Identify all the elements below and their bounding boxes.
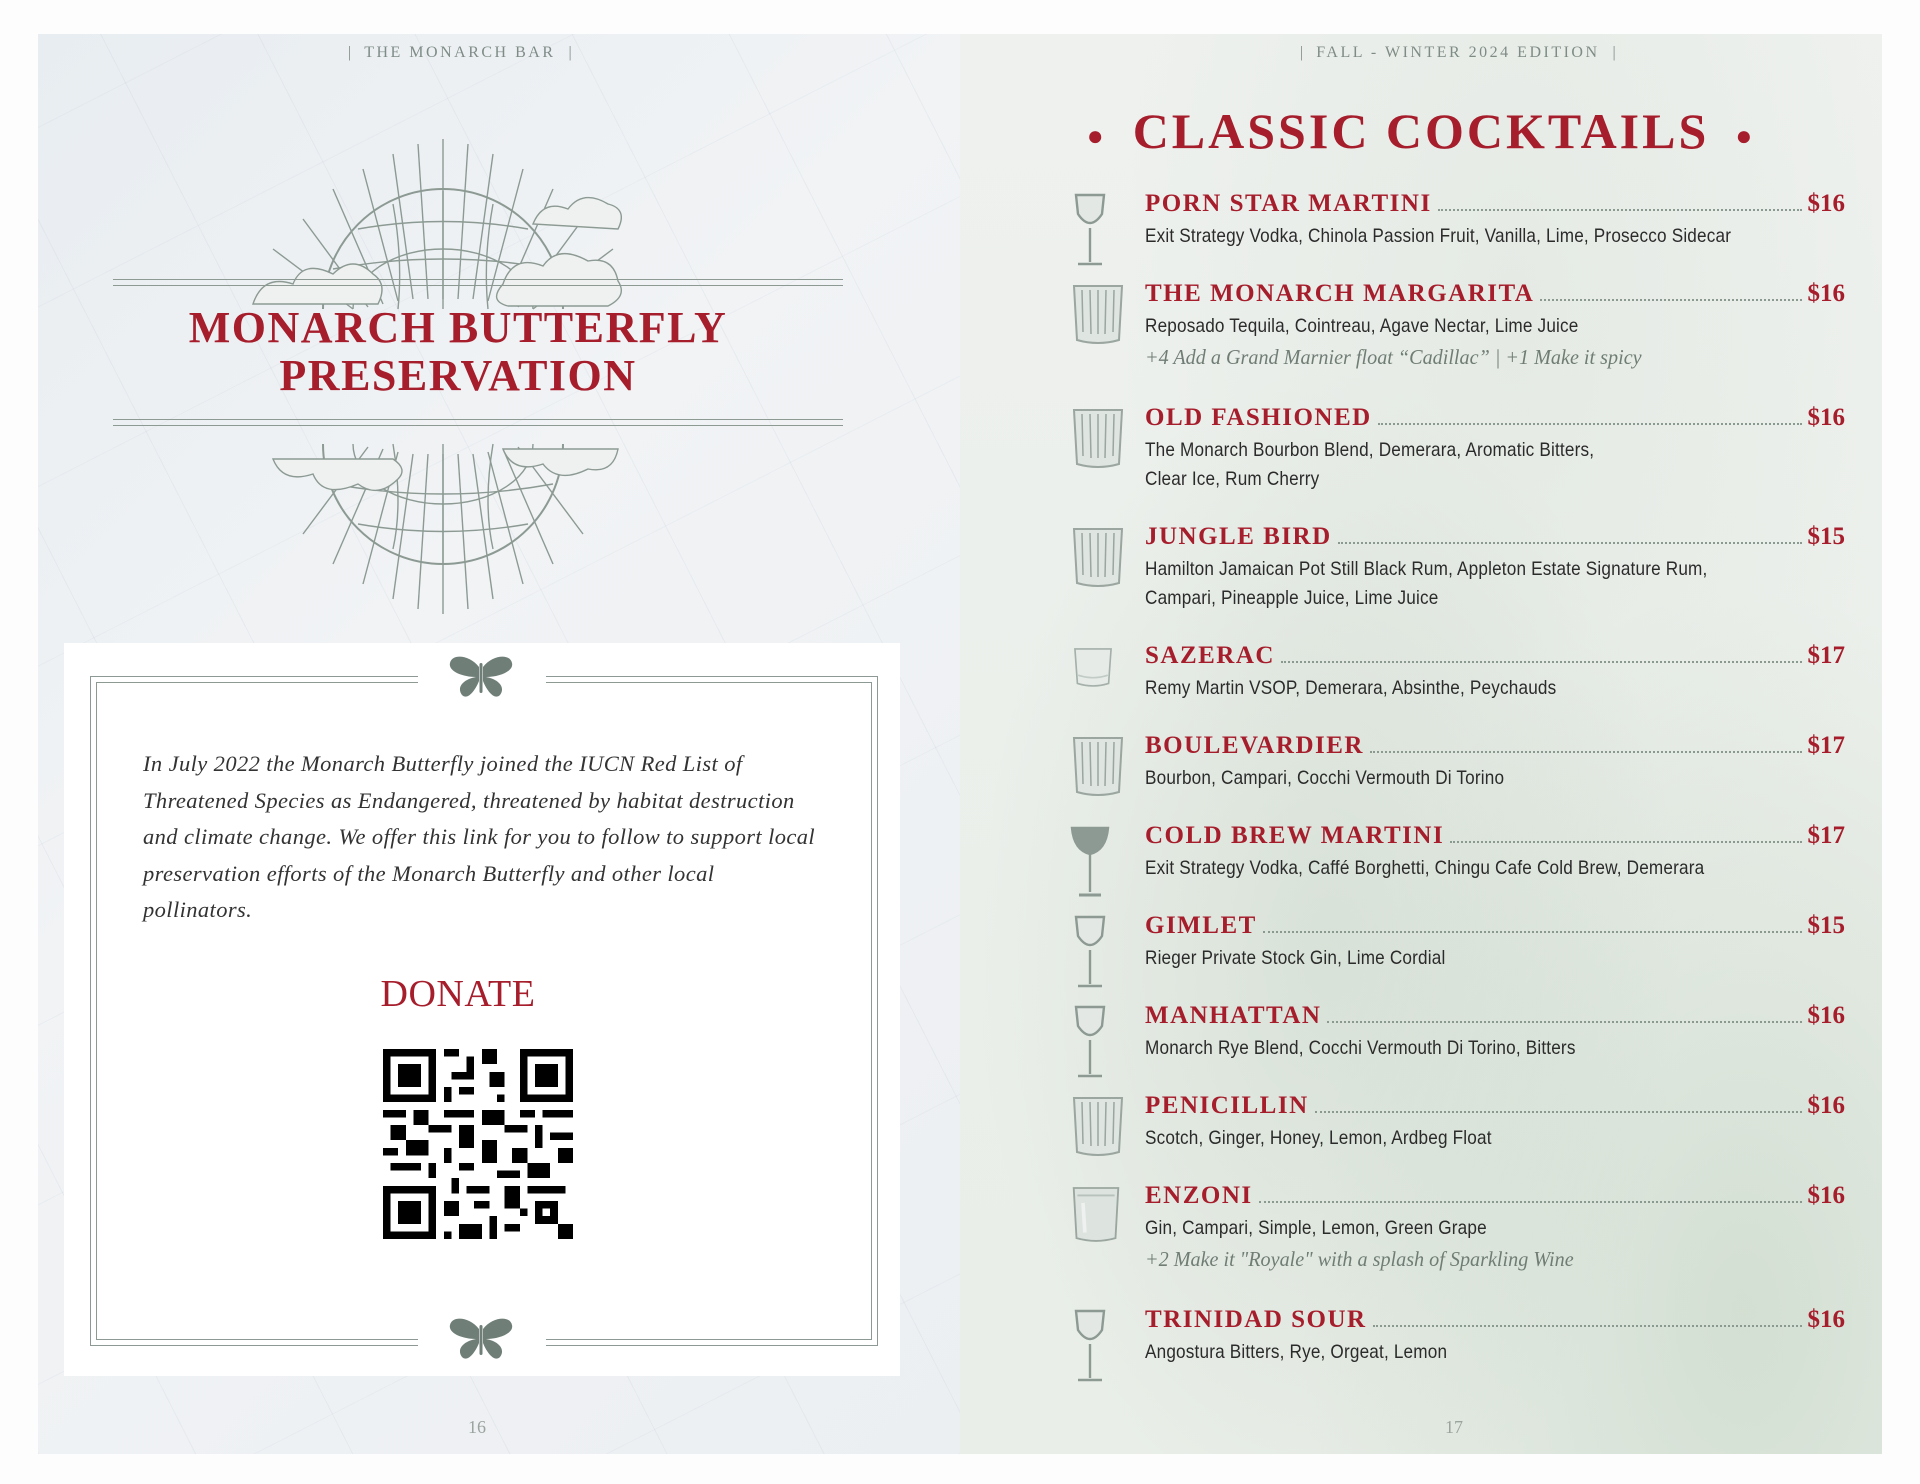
menu-item-name: MANHATTAN	[1145, 1002, 1322, 1029]
short-tumbler-icon	[1070, 644, 1126, 720]
menu-item-name: OLD FASHIONED	[1145, 404, 1372, 431]
butterfly-icon	[448, 1317, 514, 1361]
menu-item-header	[1145, 523, 1845, 555]
menu-spread	[38, 34, 1882, 1454]
left-header: | THE MONARCH BAR |	[348, 44, 572, 61]
menu-item-price: $17	[1807, 732, 1845, 759]
page-title: MONARCH BUTTERFLY PRESERVATION	[188, 303, 728, 400]
menu-item-ingredients: The Monarch Bourbon Blend, Demerara, Aromatic Bitters, Clear Ice, Rum Cherry	[1145, 439, 1595, 490]
menu-item-ingredients: Rieger Private Stock Gin, Lime Cordial	[1145, 947, 1446, 969]
menu-item-price: $15	[1807, 523, 1845, 550]
menu-item-name: GIMLET	[1145, 912, 1257, 939]
wine-glass-icon	[1070, 1004, 1126, 1080]
menu-item	[1145, 1002, 1845, 1063]
menu-item-name: ENZONI	[1145, 1182, 1253, 1209]
menu-item-name: BOULEVARDIER	[1145, 732, 1364, 759]
dot-leader	[1263, 931, 1802, 933]
menu-item-price: $17	[1807, 642, 1845, 669]
menu-item	[1145, 1306, 1845, 1367]
menu-item-addon-note: +4 Add a Grand Marnier float “Cadillac” | +1 Make it spicy	[1145, 345, 1642, 369]
wine-glass-icon	[1070, 914, 1126, 990]
menu-item-price: $17	[1807, 822, 1845, 849]
menu-item-header	[1145, 280, 1845, 312]
menu-item	[1145, 642, 1845, 703]
rocks-glass-icon	[1070, 525, 1126, 601]
left-header-text: THE MONARCH BAR	[364, 44, 556, 61]
menu-item-name: TRINIDAD SOUR	[1145, 1306, 1367, 1333]
menu-item	[1145, 822, 1845, 883]
wine-glass-icon	[1070, 192, 1126, 268]
menu-item-ingredients: Hamilton Jamaican Pot Still Black Rum, Appleton Estate Signature Rum, Campari, Pineapple Juice, Lime Juice	[1145, 558, 1708, 609]
donate-qr-code[interactable]	[383, 1049, 573, 1239]
menu-item-ingredients: Angostura Bitters, Rye, Orgeat, Lemon	[1145, 1341, 1448, 1363]
bullet-icon: ●	[1735, 120, 1756, 152]
left-page	[38, 34, 960, 1454]
menu-item	[1145, 732, 1845, 793]
menu-item-ingredients: Scotch, Ginger, Honey, Lemon, Ardbeg Float	[1145, 1127, 1492, 1149]
menu-item-ingredients: Gin, Campari, Simple, Lemon, Green Grape	[1145, 1217, 1487, 1239]
menu-item-name: SAZERAC	[1145, 642, 1275, 669]
title-bottom-rule	[113, 419, 843, 426]
menu-item-ingredients: Bourbon, Campari, Cocchi Vermouth Di Torino	[1145, 767, 1505, 789]
menu-item-price: $15	[1807, 912, 1845, 939]
menu-item-ingredients: Exit Strategy Vodka, Chinola Passion Fruit, Vanilla, Lime, Prosecco Sidecar	[1145, 225, 1732, 247]
menu-item-name: JUNGLE BIRD	[1145, 523, 1332, 550]
dot-leader	[1438, 209, 1802, 211]
dot-leader	[1373, 1325, 1802, 1327]
bullet-icon: ●	[1086, 120, 1107, 152]
menu-item-name: THE MONARCH MARGARITA	[1145, 280, 1535, 307]
menu-item-header	[1145, 912, 1845, 944]
tumbler-icon	[1070, 1184, 1126, 1260]
rocks-glass-icon	[1070, 734, 1126, 810]
menu-item	[1145, 1092, 1845, 1153]
menu-item-price: $16	[1807, 280, 1845, 307]
donate-heading: DONATE	[380, 973, 536, 1015]
menu-item-name: PENICILLIN	[1145, 1092, 1309, 1119]
dot-leader	[1378, 423, 1802, 425]
dot-leader	[1259, 1201, 1802, 1203]
right-header: | FALL - WINTER 2024 EDITION |	[1300, 44, 1616, 61]
coupe-glass-icon	[1070, 824, 1126, 900]
preservation-blurb: In July 2022 the Monarch Butterfly joined the IUCN Red List of Threatened Species as Endangered, threatened by habitat destruction and climate change. We offer this link for you to follow to support local preservation efforts of the Monarch Butterfly and other local pollinators.	[143, 751, 816, 922]
menu-item-addon-note: +2 Make it "Royale" with a splash of Sparkling Wine	[1145, 1247, 1574, 1271]
title-top-rule	[113, 279, 843, 286]
menu-item-ingredients: Exit Strategy Vodka, Caffé Borghetti, Chingu Cafe Cold Brew, Demerara	[1145, 857, 1705, 879]
menu-item-price: $16	[1807, 1092, 1845, 1119]
menu-item	[1145, 912, 1845, 973]
menu-item-price: $16	[1807, 404, 1845, 431]
menu-item-name: PORN STAR MARTINI	[1145, 190, 1432, 217]
menu-item-header	[1145, 822, 1845, 854]
right-header-text: FALL - WINTER 2024 EDITION	[1316, 44, 1600, 61]
section-title-text: CLASSIC COCKTAILS	[1132, 103, 1710, 159]
menu-item-price: $16	[1807, 190, 1845, 217]
dot-leader	[1370, 751, 1802, 753]
right-page-number: 17	[1445, 1417, 1463, 1437]
menu-item-ingredients: Reposado Tequila, Cointreau, Agave Nectar, Lime Juice	[1145, 315, 1579, 337]
section-title	[960, 102, 1882, 160]
menu-item-header	[1145, 404, 1845, 436]
menu-item-header	[1145, 1092, 1845, 1124]
menu-item-header	[1145, 732, 1845, 764]
menu-item-header	[1145, 190, 1845, 222]
dot-leader	[1315, 1111, 1802, 1113]
menu-item-price: $16	[1807, 1306, 1845, 1333]
menu-item-header	[1145, 1306, 1845, 1338]
menu-item-header	[1145, 642, 1845, 674]
menu-item-header	[1145, 1002, 1845, 1034]
left-page-number: 16	[468, 1417, 486, 1437]
menu-item-header	[1145, 1182, 1845, 1214]
menu-item-ingredients: Monarch Rye Blend, Cocchi Vermouth Di Torino, Bitters	[1145, 1037, 1576, 1059]
menu-item	[1145, 404, 1845, 494]
menu-item	[1145, 523, 1845, 613]
rocks-glass-icon	[1070, 406, 1126, 482]
wine-glass-icon	[1070, 1308, 1126, 1384]
menu-item	[1145, 280, 1845, 373]
menu-item-price: $16	[1807, 1182, 1845, 1209]
rocks-glass-icon	[1070, 282, 1126, 358]
dot-leader	[1540, 299, 1801, 301]
rocks-glass-icon	[1070, 1094, 1126, 1170]
menu-item-ingredients: Remy Martin VSOP, Demerara, Absinthe, Peychauds	[1145, 677, 1557, 699]
dot-leader	[1450, 841, 1801, 843]
menu-item	[1145, 1182, 1845, 1275]
butterfly-icon	[448, 655, 514, 699]
dot-leader	[1338, 542, 1802, 544]
menu-item-name: COLD BREW MARTINI	[1145, 822, 1445, 849]
dot-leader	[1327, 1021, 1801, 1023]
dot-leader	[1281, 661, 1802, 663]
menu-item-price: $16	[1807, 1002, 1845, 1029]
right-page	[960, 34, 1882, 1454]
menu-item	[1145, 190, 1845, 251]
